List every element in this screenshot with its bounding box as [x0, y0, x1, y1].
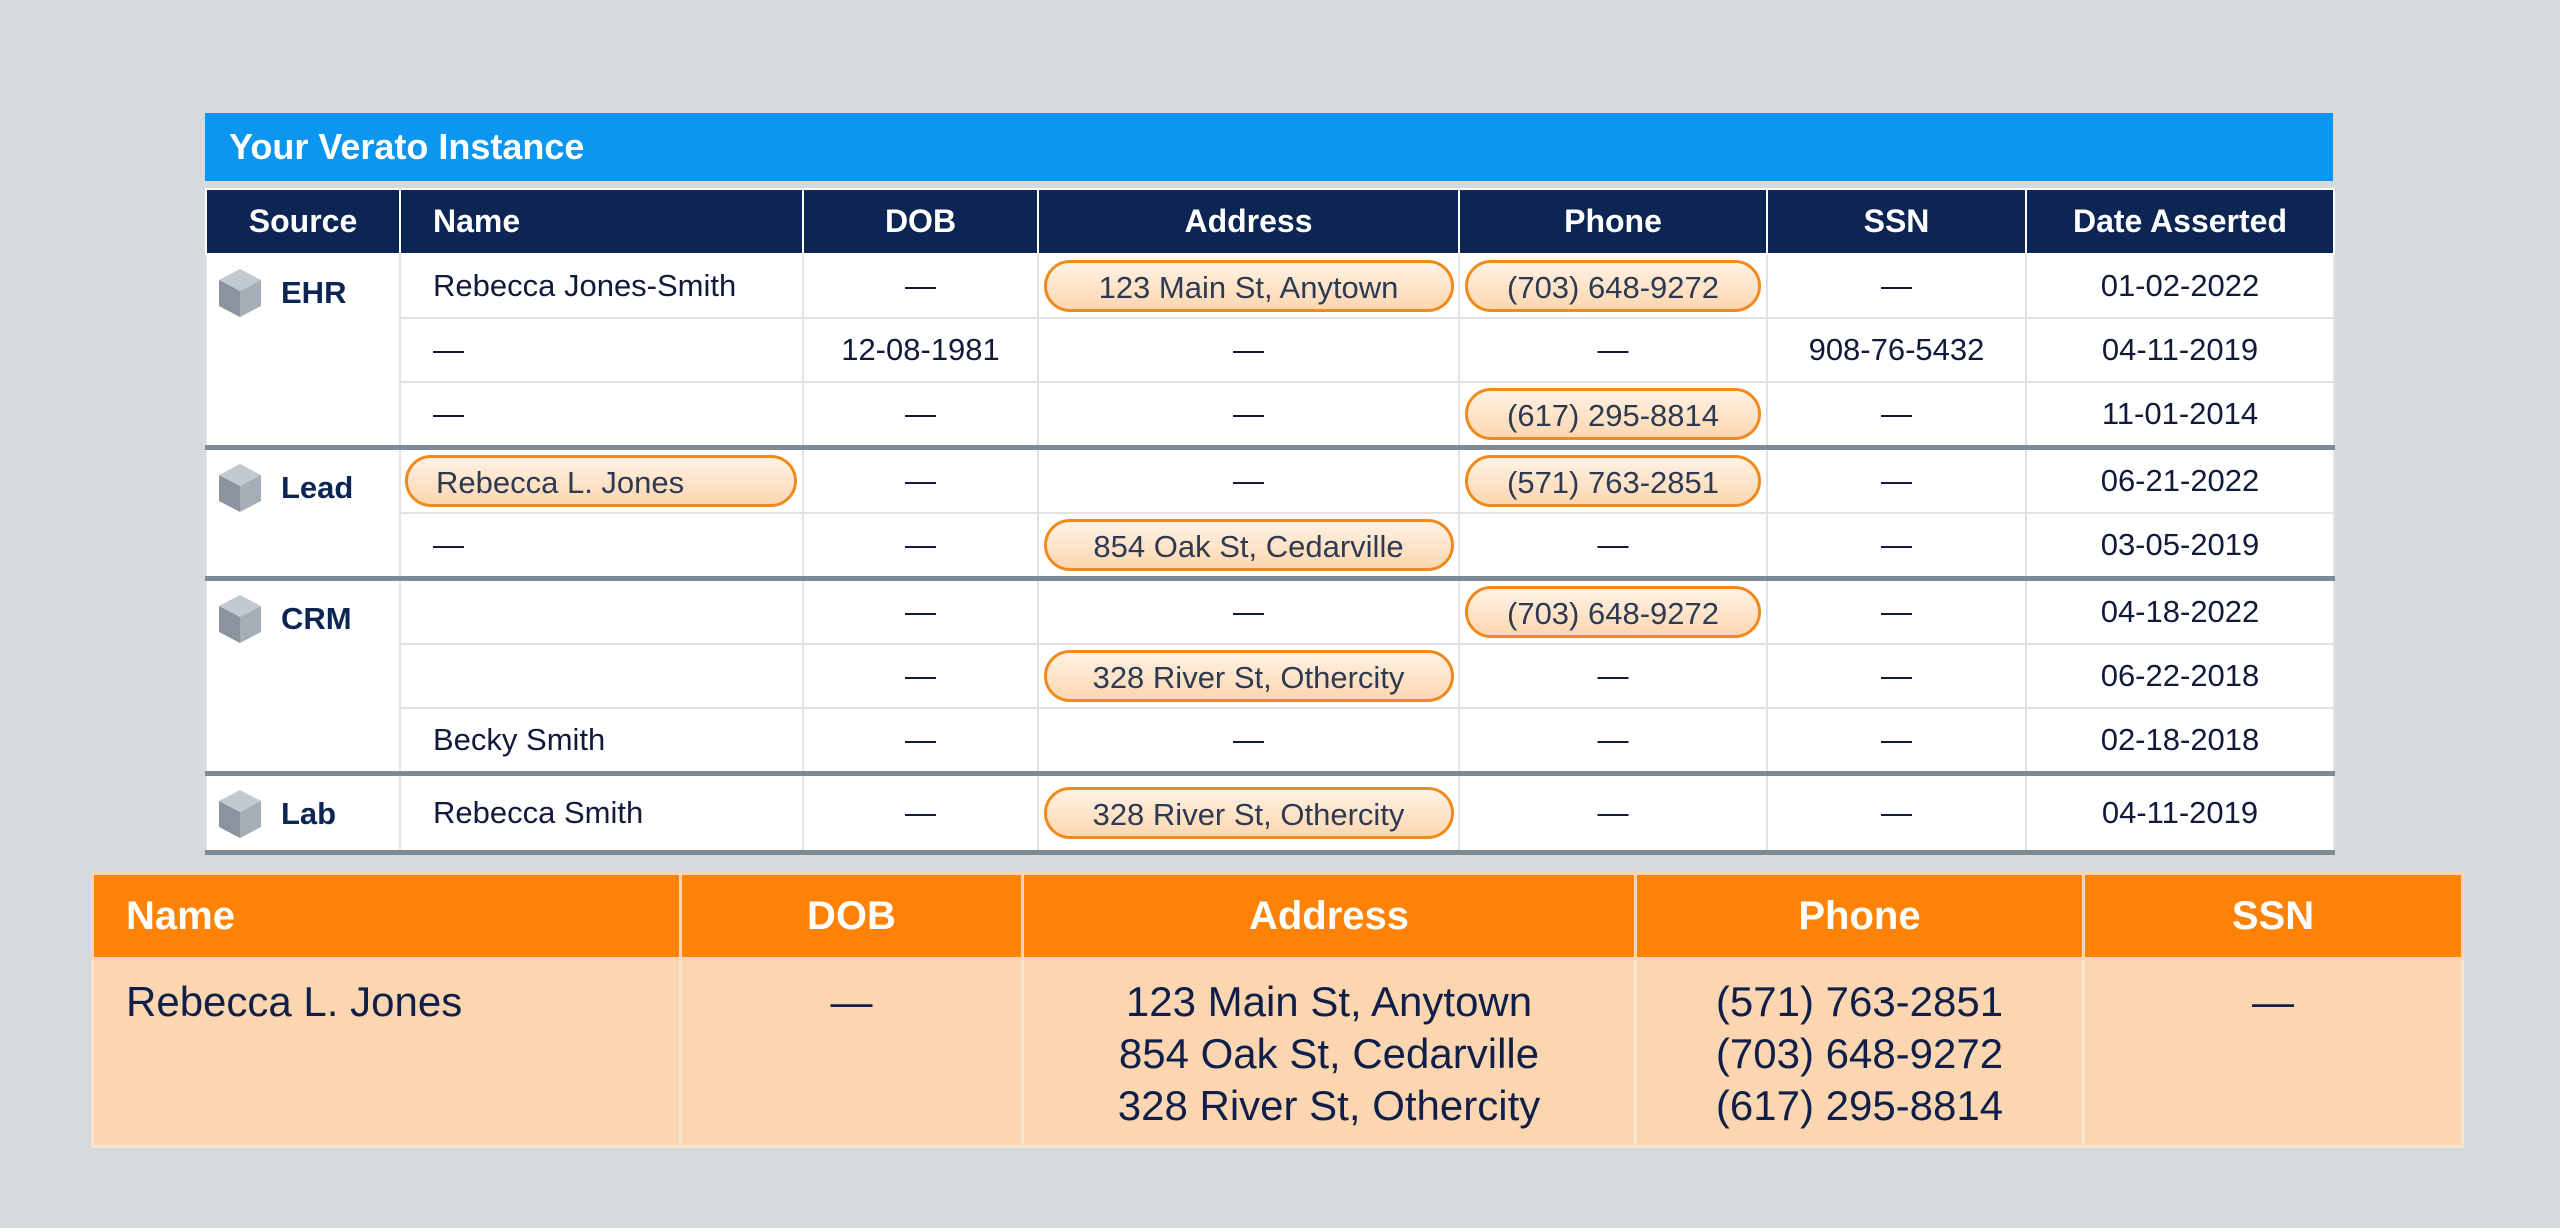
golden-record-row [93, 959, 2463, 1147]
golden-header-address: Address [1023, 874, 1636, 959]
cell-ssn: — [1767, 774, 2026, 853]
verato-instance-panel [205, 113, 2333, 855]
cell-date: 01-02-2022 [2026, 254, 2334, 318]
golden-address-line: 854 Oak St, Cedarville [1118, 1030, 1540, 1077]
col-header-name: Name [400, 189, 803, 254]
cell-date: 04-11-2019 [2026, 774, 2334, 853]
cell-dob: — [803, 448, 1038, 514]
highlighted-name: Rebecca L. Jones [405, 455, 797, 507]
cell-name: Rebecca Jones-Smith [400, 254, 803, 318]
cell-address: — [1038, 579, 1459, 645]
cell-phone: — [1459, 644, 1767, 708]
cell-phone: — [1459, 318, 1767, 382]
golden-address-line: 123 Main St, Anytown [1125, 978, 1533, 1025]
golden-phone-line: (571) 763-2851 [1715, 978, 2004, 1025]
golden-addresses [1023, 959, 1636, 1147]
table-row [206, 318, 2334, 382]
col-header-phone: Phone [1459, 189, 1767, 254]
cell-phone [1459, 579, 1767, 645]
source-cell [206, 254, 400, 448]
col-header-date-asserted: Date Asserted [2026, 189, 2334, 254]
cell-dob: — [803, 254, 1038, 318]
cell-phone [1459, 382, 1767, 448]
cell-address: — [1038, 708, 1459, 774]
golden-name: Rebecca L. Jones [93, 959, 681, 1147]
cell-ssn: — [1767, 708, 2026, 774]
cell-name: Rebecca Smith [400, 774, 803, 853]
golden-phone-line: (617) 295-8814 [1715, 1082, 2004, 1129]
highlighted-phone: (703) 648-9272 [1465, 260, 1761, 312]
golden-phones [1636, 959, 2084, 1147]
source-cell [206, 448, 400, 579]
col-header-source: Source [206, 189, 400, 254]
golden-header-name: Name [93, 874, 681, 959]
cell-dob: — [803, 382, 1038, 448]
source-label: EHR [281, 275, 347, 310]
cell-dob: — [803, 708, 1038, 774]
cell-ssn: — [1767, 254, 2026, 318]
cell-date: 04-11-2019 [2026, 318, 2334, 382]
cube-icon [217, 788, 263, 840]
cell-address [1038, 644, 1459, 708]
source-cell [206, 579, 400, 774]
cell-address [1038, 254, 1459, 318]
golden-header-phone: Phone [1636, 874, 2084, 959]
cell-ssn: 908-76-5432 [1767, 318, 2026, 382]
highlighted-phone: (617) 295-8814 [1465, 388, 1761, 440]
cell-ssn: — [1767, 579, 2026, 645]
golden-header-ssn: SSN [2084, 874, 2463, 959]
source-cell [206, 774, 400, 853]
highlighted-address: 123 Main St, Anytown [1044, 260, 1454, 312]
highlighted-address: 328 River St, Othercity [1044, 650, 1454, 702]
cell-name [400, 644, 803, 708]
highlighted-phone: (571) 763-2851 [1465, 455, 1761, 507]
instance-title: Your Verato Instance [205, 113, 2333, 181]
cell-address [1038, 513, 1459, 579]
cell-date: 02-18-2018 [2026, 708, 2334, 774]
cell-address [1038, 774, 1459, 853]
table-row [206, 448, 2334, 514]
source-label: CRM [281, 601, 352, 636]
cell-ssn: — [1767, 644, 2026, 708]
golden-ssn: — [2084, 959, 2463, 1147]
highlighted-address: 328 River St, Othercity [1044, 787, 1454, 839]
golden-phone-line: (703) 648-9272 [1715, 1030, 2004, 1077]
cell-ssn: — [1767, 448, 2026, 514]
table-row [206, 774, 2334, 853]
col-header-dob: DOB [803, 189, 1038, 254]
cell-ssn: — [1767, 382, 2026, 448]
cell-date: 06-22-2018 [2026, 644, 2334, 708]
cell-phone: — [1459, 774, 1767, 853]
cube-icon [217, 593, 263, 645]
golden-table-header [93, 874, 2463, 959]
cell-name: — [400, 318, 803, 382]
col-header-ssn: SSN [1767, 189, 2026, 254]
cell-dob: — [803, 513, 1038, 579]
cell-date: 03-05-2019 [2026, 513, 2334, 579]
cell-address: — [1038, 382, 1459, 448]
source-label: Lead [281, 470, 354, 505]
cell-dob: — [803, 644, 1038, 708]
golden-dob: — [681, 959, 1023, 1147]
cell-phone [1459, 448, 1767, 514]
golden-record-table [91, 872, 2464, 1148]
col-header-address: Address [1038, 189, 1459, 254]
cell-date: 04-18-2022 [2026, 579, 2334, 645]
cube-icon [217, 462, 263, 514]
cube-icon [217, 267, 263, 319]
table-row [206, 382, 2334, 448]
cell-name: — [400, 513, 803, 579]
table-row [206, 579, 2334, 645]
table-row [206, 254, 2334, 318]
source-table-header [206, 189, 2334, 254]
table-row [206, 644, 2334, 708]
cell-name: — [400, 382, 803, 448]
cell-dob: — [803, 774, 1038, 853]
cell-phone: — [1459, 708, 1767, 774]
highlighted-address: 854 Oak St, Cedarville [1044, 519, 1454, 571]
table-row [206, 513, 2334, 579]
cell-date: 06-21-2022 [2026, 448, 2334, 514]
cell-address: — [1038, 448, 1459, 514]
cell-name [400, 579, 803, 645]
table-row [206, 708, 2334, 774]
source-label: Lab [281, 796, 337, 831]
golden-header-dob: DOB [681, 874, 1023, 959]
cell-ssn: — [1767, 513, 2026, 579]
cell-address: — [1038, 318, 1459, 382]
cell-name [400, 448, 803, 514]
cell-phone: — [1459, 513, 1767, 579]
cell-dob: 12-08-1981 [803, 318, 1038, 382]
golden-address-line: 328 River St, Othercity [1117, 1082, 1541, 1129]
source-records-table [205, 188, 2335, 855]
cell-phone [1459, 254, 1767, 318]
cell-date: 11-01-2014 [2026, 382, 2334, 448]
cell-dob: — [803, 579, 1038, 645]
cell-name: Becky Smith [400, 708, 803, 774]
highlighted-phone: (703) 648-9272 [1465, 586, 1761, 638]
